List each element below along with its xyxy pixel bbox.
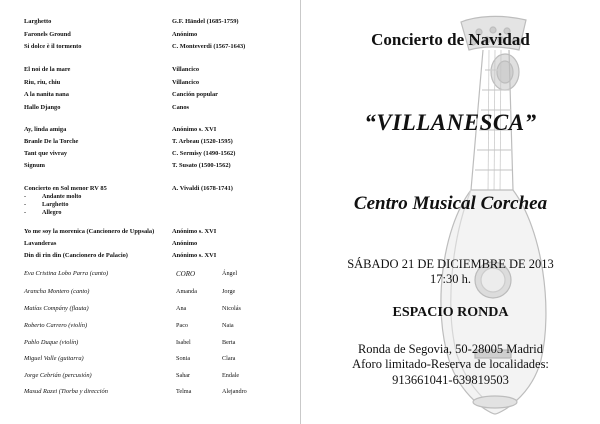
composer: C. Sermisy (1490-1562) <box>172 150 236 157</box>
choir-member: Amanda <box>176 288 197 295</box>
concert-time: 17:30 h. <box>430 272 471 286</box>
choir-member: Ana <box>176 305 187 312</box>
concert-date: SÁBADO 21 DE DICIEMBRE DE 2013 <box>347 257 554 271</box>
performer: Roberto Carrero (violín) <box>24 322 88 329</box>
piece-title: Hallo Django <box>24 104 61 111</box>
performer: Eva Cristina Lobo Parra (canto) <box>24 270 109 277</box>
piece-title: A la nanita nana <box>24 91 69 98</box>
choir-member: Sahar <box>176 372 191 379</box>
cover-panel <box>301 0 600 424</box>
composer: Anónimo <box>172 31 198 38</box>
venue-name: ESPACIO RONDA <box>392 305 509 320</box>
piece-title: Larghetto <box>24 18 52 25</box>
choir-member: Jorge <box>222 288 236 295</box>
piece-title: El noi de la mare <box>24 66 71 73</box>
composer: Villancico <box>172 66 200 73</box>
composer: Anónimo s. XVI <box>172 228 217 235</box>
reservation-note: Aforo limitado-Reserva de localidades: <box>352 357 549 371</box>
composer: A. Vivaldi (1678-1741) <box>172 185 233 192</box>
choir-member: Nicolás <box>222 305 241 312</box>
choir-member: Sonia <box>176 355 191 362</box>
composer: Canción popular <box>172 91 218 98</box>
composer: T. Susato (1500-1562) <box>172 162 231 169</box>
performer: Jorge Cebrián (percusión) <box>24 372 92 379</box>
piece-title: Tant que vivray <box>24 150 68 157</box>
choir-member: Alejandro <box>222 388 247 395</box>
movement-bullet: - <box>24 193 27 200</box>
composer: Canos <box>172 104 190 111</box>
piece-title: Yo me soy la morenica (Cancionero de Uppsala) <box>24 228 155 235</box>
movement: Larghetto <box>42 201 69 208</box>
composer: Anónimo s. XVI <box>172 126 217 133</box>
composer: T. Arbeau (1520-1595) <box>172 138 233 145</box>
choir-member: Naia <box>222 322 234 329</box>
piece-title: Ay, linda amiga <box>24 126 67 133</box>
composer: C. Monteverdi (1567-1643) <box>172 43 246 50</box>
choir-member: Paco <box>176 322 189 329</box>
piece-title: Lavanderas <box>24 240 57 247</box>
piece-title: Riu, riu, chiu <box>24 79 61 86</box>
composer: Anónimo <box>172 240 198 247</box>
piece-title: Faronels Ground <box>24 31 71 38</box>
movement-bullet: - <box>24 209 27 216</box>
performer: Masud Razei (Tiorba y dirección <box>24 388 108 395</box>
piece-title: Si dolce è il tormento <box>24 43 82 50</box>
choir-member: Clara <box>222 355 236 362</box>
choir-member: Berta <box>222 339 236 346</box>
composer: Villancico <box>172 79 200 86</box>
performer: Miguel Valle (guitarra) <box>24 355 84 362</box>
performer: Matías Compány (flauta) <box>24 305 89 312</box>
coro-heading: CORO <box>176 270 196 278</box>
choir-member: Ángel <box>222 270 238 277</box>
performer: Arancha Montero (canto) <box>24 288 90 295</box>
movement-bullet: - <box>24 201 27 208</box>
choir-member: Telma <box>176 388 192 395</box>
movement: Allegro <box>42 209 62 216</box>
composer: G.F. Händel (1685-1759) <box>172 18 239 25</box>
concert-title: Concierto de Navidad <box>371 30 530 49</box>
performer: Pablo Duque (violín) <box>24 339 79 346</box>
concerto-title: Concierto en Sol menor RV 85 <box>24 185 107 192</box>
venue-address: Ronda de Segovia, 50-28005 Madrid <box>357 342 544 356</box>
organizer-name: Centro Musical Corchea <box>353 193 548 214</box>
choir-member: Isabel <box>176 339 191 346</box>
choir-member: Endale <box>222 372 240 379</box>
piece-title: Din di rin din (Cancionero de Palacio) <box>24 252 128 259</box>
piece-title: Branle De la Torche <box>24 138 79 145</box>
phone-numbers: 913661041-639819503 <box>392 373 509 387</box>
movement: Andante molto <box>42 193 82 200</box>
composer: Anónimo s. XVI <box>172 252 217 259</box>
ensemble-name: “VILLANESCA” <box>364 110 537 135</box>
piece-title: Signum <box>24 162 45 169</box>
